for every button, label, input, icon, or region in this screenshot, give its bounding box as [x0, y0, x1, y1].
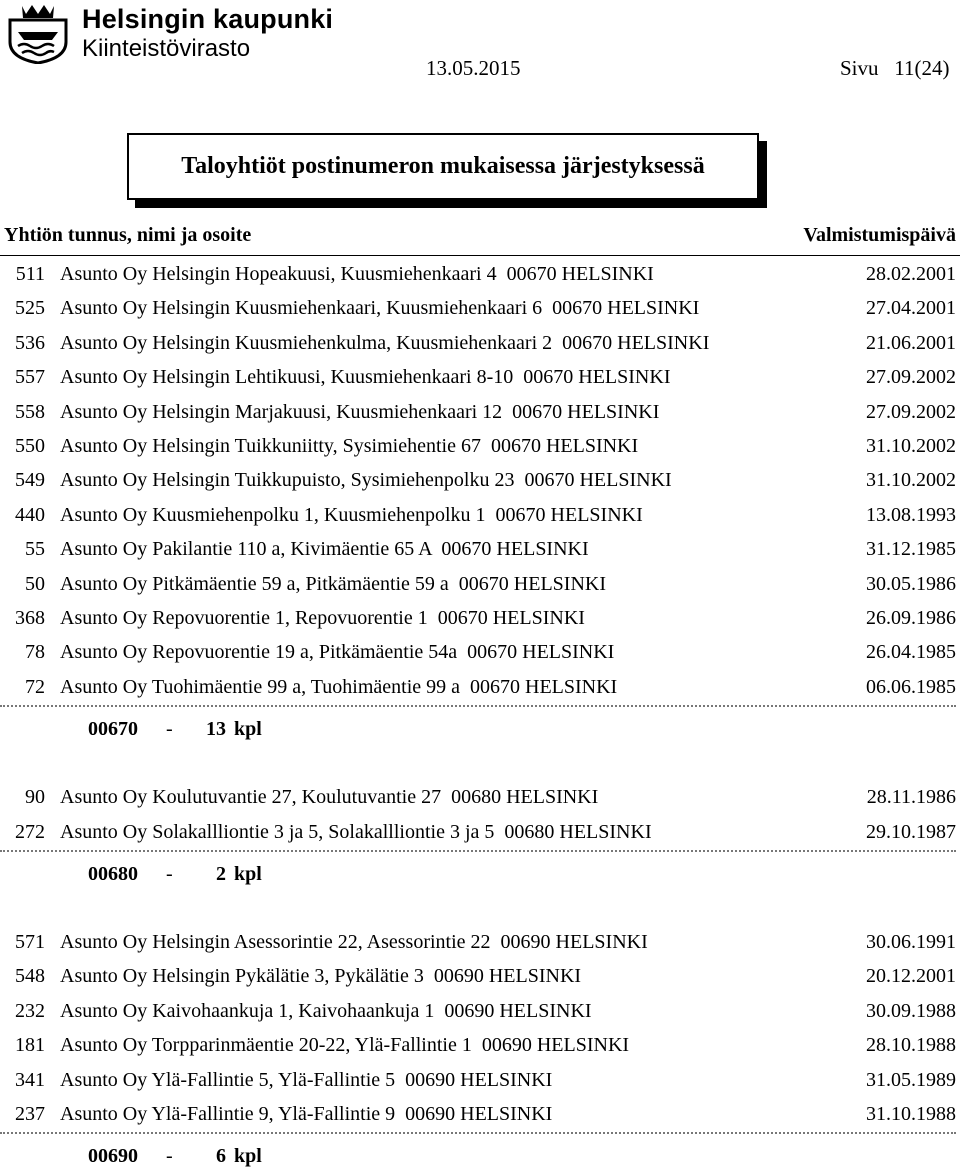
company-id: 72	[25, 675, 45, 698]
company-id: 341	[15, 1068, 45, 1091]
table-row	[0, 965, 960, 991]
table-row	[0, 1034, 960, 1060]
company-name-address: Asunto Oy Tuohimäentie 99 a, Tuohimäentie 99 a 00670 HELSINKI	[60, 675, 618, 698]
completion-date: 31.12.1985	[866, 538, 956, 561]
table-row	[0, 1103, 960, 1129]
table-row	[0, 263, 960, 289]
completion-date: 13.08.1993	[866, 503, 956, 526]
table-row	[0, 435, 960, 461]
completion-date: 29.10.1987	[866, 820, 956, 843]
company-name-address: Asunto Oy Kaivohaankuja 1, Kaivohaankuja 1 00690 HELSINKI	[60, 999, 592, 1022]
company-id: 511	[15, 263, 45, 285]
completion-date: 30.05.1986	[866, 572, 956, 595]
completion-date: 31.10.2002	[866, 435, 956, 457]
company-id: 50	[25, 572, 45, 595]
company-id: 368	[15, 607, 45, 629]
postal-code: 00670	[88, 718, 138, 741]
company-id: 550	[15, 435, 45, 457]
completion-date: 26.04.1985	[866, 641, 956, 664]
table-row	[0, 786, 960, 812]
table-row	[0, 676, 960, 702]
completion-date: 27.09.2002	[866, 400, 956, 423]
company-name-address: Asunto Oy Helsingin Marjakuusi, Kuusmiehenkaari 12 00670 HELSINKI	[60, 400, 660, 423]
company-id: 571	[15, 931, 45, 953]
count-unit: kpl	[234, 1145, 262, 1168]
company-name-address: Asunto Oy Repovuorentie 19 a, Pitkämäentie 54a 00670 HELSINKI	[60, 641, 615, 664]
table-row	[0, 366, 960, 392]
table-row	[0, 1000, 960, 1026]
page-number: Sivu 11(24)	[840, 56, 950, 80]
company-id: 232	[15, 999, 45, 1022]
company-name-address: Asunto Oy Helsingin Tuikkupuisto, Sysimiehenpolku 23 00670 HELSINKI	[60, 469, 672, 492]
group-separator	[0, 1132, 956, 1134]
completion-date: 28.10.1988	[866, 1034, 956, 1057]
company-name-address: Asunto Oy Helsingin Lehtikuusi, Kuusmiehenkaari 8-10 00670 HELSINKI	[60, 366, 671, 389]
company-id: 536	[15, 331, 45, 354]
company-count: 6	[216, 1145, 226, 1168]
company-name-address: Asunto Oy Helsingin Kuusmiehenkulma, Kuusmiehenkaari 2 00670 HELSINKI	[60, 331, 710, 354]
count-unit: kpl	[234, 718, 262, 741]
company-id: 549	[15, 469, 45, 492]
org-name: Helsingin kaupunki	[82, 4, 334, 34]
company-count: 13	[206, 718, 226, 741]
column-header-company: Yhtiön tunnus, nimi ja osoite	[4, 224, 252, 246]
company-name-address: Asunto Oy Pitkämäentie 59 a, Pitkämäentie 59 a 00670 HELSINKI	[60, 572, 607, 595]
company-name-address: Asunto Oy Helsingin Hopeakuusi, Kuusmiehenkaari 4 00670 HELSINKI	[60, 263, 654, 285]
completion-date: 30.06.1991	[866, 931, 956, 953]
company-id: 558	[15, 400, 45, 423]
company-name-address: Asunto Oy Helsingin Tuikkuniitty, Sysimiehentie 67 00670 HELSINKI	[60, 435, 639, 457]
table-row	[0, 469, 960, 495]
completion-date: 20.12.2001	[866, 965, 956, 988]
company-name-address: Asunto Oy Helsingin Kuusmiehenkaari, Kuusmiehenkaari 6 00670 HELSINKI	[60, 297, 700, 320]
report-title-box	[127, 133, 759, 200]
table-row	[0, 332, 960, 358]
company-id: 181	[15, 1034, 45, 1057]
table-row	[0, 297, 960, 323]
table-row	[0, 573, 960, 599]
summary-dash: -	[166, 718, 173, 741]
company-name-address: Asunto Oy Kuusmiehenpolku 1, Kuusmiehenpolku 1 00670 HELSINKI	[60, 503, 643, 526]
completion-date: 28.11.1986	[866, 786, 956, 809]
company-name-address: Asunto Oy Helsingin Asessorintie 22, Asessorintie 22 00690 HELSINKI	[60, 931, 648, 953]
company-name-address: Asunto Oy Pakilantie 110 a, Kivimäentie 65 A 00670 HELSINKI	[60, 538, 589, 561]
table-row	[0, 607, 960, 633]
table-row	[0, 641, 960, 667]
completion-date: 28.02.2001	[866, 263, 956, 285]
company-id: 90	[25, 786, 45, 809]
company-id: 440	[15, 503, 45, 526]
table-row	[0, 931, 960, 957]
company-name-address: Asunto Oy Ylä-Fallintie 5, Ylä-Fallintie 5 00690 HELSINKI	[60, 1068, 553, 1091]
print-date: 13.05.2015	[426, 56, 521, 80]
company-name-address: Asunto Oy Solakallliontie 3 ja 5, Solakallliontie 3 ja 5 00680 HELSINKI	[60, 820, 652, 843]
count-unit: kpl	[234, 863, 262, 885]
company-id: 55	[25, 538, 45, 561]
completion-date: 30.09.1988	[866, 999, 956, 1022]
completion-date: 31.10.2002	[866, 469, 956, 492]
company-name-address: Asunto Oy Ylä-Fallintie 9, Ylä-Fallintie 9 00690 HELSINKI	[60, 1103, 553, 1125]
completion-date: 27.04.2001	[866, 297, 956, 320]
completion-date: 26.09.1986	[866, 607, 956, 629]
company-id: 78	[25, 641, 45, 664]
completion-date: 27.09.2002	[866, 366, 956, 389]
postal-code: 00680	[88, 863, 138, 885]
company-name-address: Asunto Oy Torpparinmäentie 20-22, Ylä-Fallintie 1 00690 HELSINKI	[60, 1034, 630, 1057]
group-separator	[0, 850, 956, 852]
summary-dash: -	[166, 863, 173, 885]
table-row	[0, 821, 960, 847]
helsinki-crest-icon	[4, 2, 72, 64]
postal-code: 00690	[88, 1145, 138, 1168]
table-row	[0, 504, 960, 530]
company-id: 557	[15, 366, 45, 389]
company-id: 548	[15, 965, 45, 988]
table-row	[0, 538, 960, 564]
summary-dash: -	[166, 1145, 173, 1168]
org-department: Kiinteistövirasto	[82, 35, 251, 62]
report-title: Taloyhtiöt postinumeron mukaisessa järjestyksessä	[181, 153, 705, 179]
company-id: 272	[15, 820, 45, 843]
header-logo	[2, 2, 342, 62]
company-id: 525	[15, 297, 45, 320]
completion-date: 06.06.1985	[866, 675, 956, 698]
completion-date: 21.06.2001	[866, 331, 956, 354]
group-separator	[0, 705, 956, 707]
column-header-completion-date: Valmistumispäivä	[803, 224, 956, 246]
table-row	[0, 1069, 960, 1095]
company-name-address: Asunto Oy Koulutuvantie 27, Koulutuvantie 27 00680 HELSINKI	[60, 786, 599, 809]
company-count: 2	[216, 863, 226, 885]
completion-date: 31.05.1989	[866, 1068, 956, 1091]
company-name-address: Asunto Oy Repovuorentie 1, Repovuorentie 1 00670 HELSINKI	[60, 607, 585, 629]
company-name-address: Asunto Oy Helsingin Pykälätie 3, Pykälätie 3 00690 HELSINKI	[60, 965, 582, 988]
company-id: 237	[15, 1103, 45, 1125]
header-rule	[0, 255, 960, 256]
table-row	[0, 401, 960, 427]
completion-date: 31.10.1988	[866, 1103, 956, 1125]
